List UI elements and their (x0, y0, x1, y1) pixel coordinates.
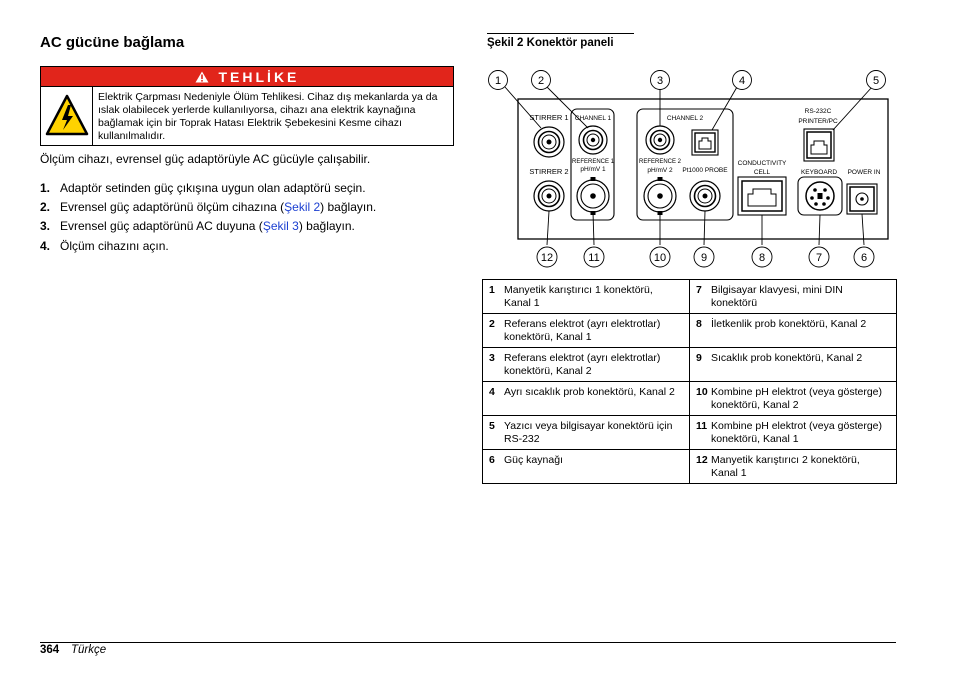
power-in-jack (847, 184, 877, 214)
conductivity-rj-jack (738, 177, 786, 215)
step-item: 4. Ölçüm cihazını açın. (40, 239, 169, 253)
callout-12 (537, 247, 557, 267)
figure-caption: Şekil 2 Konektör paneli (487, 37, 614, 49)
svg-text:5: 5 (872, 75, 880, 87)
svg-text:10: 10 (653, 252, 667, 264)
electric-shock-icon (41, 87, 93, 145)
warning-triangle-icon (195, 69, 219, 85)
table-row: 4 Ayrı sıcaklık prob konektörü, Kanal 2 10 Kombine pH elektrot (veya gösterge) konektörü, Kanal 2 (483, 382, 897, 416)
callout-3 (651, 71, 670, 90)
figure-3-link[interactable]: Şekil 3 (262, 219, 299, 233)
reference-2-jack (646, 126, 674, 154)
callout-4 (733, 71, 752, 90)
legend-table (482, 279, 897, 484)
table-row: 5 Yazıcı veya bilgisayar konektörü için RS-232 11 Kombine pH elektrot (veya gösterge) konektörü, Kanal 1 (483, 416, 897, 450)
callout-5 (867, 71, 886, 90)
footer-rule (40, 642, 896, 643)
step-item: 1. Adaptör setinden güç çıkışına uygun olan adaptörü seçin. (40, 181, 366, 195)
conductivity-label: CONDUCTIVITY (737, 160, 787, 167)
callout-10 (650, 247, 670, 267)
callout-11 (584, 247, 604, 267)
svg-text:12: 12 (540, 252, 554, 264)
warning-text: Elektrik Çarpması Nedeniyle Ölüm Tehlikesi. Cihaz dış mekanlarda ya da ıslak olabilecek yerlerde kullanılıyorsa, cihazı ana elektrik kaynağına bağlamak için bir Toprak Hatası Elektrik Şebekesini Kesme cihazı kullanılmalıdır. (98, 91, 438, 142)
page-title: AC gücüne bağlama (40, 34, 185, 51)
svg-text:3: 3 (656, 75, 664, 87)
svg-text:4: 4 (738, 75, 746, 87)
channel-2-label: CHANNEL 2 (666, 115, 704, 122)
stirrer-1-jack (534, 127, 564, 157)
warning-header (41, 67, 453, 87)
channel-1-label: CHANNEL 1 (574, 115, 612, 122)
phmv-2-label: pH/mV 2 (647, 167, 673, 174)
phmv-1-label: pH/mV 1 (580, 166, 606, 173)
stirrer-2-label: STIRRER 2 (529, 167, 569, 176)
figure-2-link[interactable]: Şekil 2 (284, 200, 321, 214)
step-item: 3. Evrensel güç adaptörünü AC duyuna (Şekil 3) bağlayın. (40, 219, 355, 233)
svg-text:8: 8 (758, 252, 766, 264)
keyboard-label: KEYBOARD (800, 169, 838, 176)
danger-warning-box (40, 66, 454, 146)
reference-2-label: REFERENCE 2 (638, 159, 682, 165)
conductivity-cell-label: CELL (753, 169, 771, 176)
callout-9 (694, 247, 714, 267)
svg-text:11: 11 (588, 252, 600, 264)
power-in-label: POWER IN (847, 169, 881, 176)
bnc-1-connector (577, 177, 609, 215)
warning-header-label: TEHLİKE (218, 69, 300, 85)
rs232-label: RS-232C (804, 108, 832, 115)
table-row: 6 Güç kaynağı 12 Manyetik karıştırıcı 2 konektörü, Kanal 1 (483, 450, 897, 484)
table-row: 2 Referans elektrot (ayrı elektrotlar) konektörü, Kanal 1 8 İletkenlik prob konektörü, Kanal 2 (483, 314, 897, 348)
reference-1-jack (579, 126, 607, 154)
svg-text:1: 1 (494, 75, 502, 87)
svg-text:7: 7 (815, 252, 823, 264)
callout-2 (532, 71, 551, 90)
intro-paragraph: Ölçüm cihazı, evrensel güç adaptörüyle AC gücüyle çalışabilir. (40, 152, 371, 166)
pt1000-jack (690, 181, 720, 211)
temp-probe-rj-jack (692, 130, 718, 155)
svg-text:2: 2 (537, 75, 545, 87)
callout-1 (489, 71, 508, 90)
stirrer-2-jack (534, 181, 564, 211)
warning-icon-cell (41, 87, 93, 145)
figure-caption-rule (487, 33, 634, 34)
pt1000-label: Pt1000 PROBE (682, 167, 728, 174)
rs232-rj-jack (804, 129, 834, 161)
callout-8 (752, 247, 772, 267)
page-number: 364 (40, 644, 60, 656)
step-item: 2. Evrensel güç adaptörünü ölçüm cihazına (Şekil 2) bağlayın. (40, 200, 377, 214)
connector-panel-diagram (480, 62, 896, 274)
svg-text:9: 9 (700, 252, 708, 264)
printer-pc-label: PRINTER/PC (798, 118, 838, 125)
page-language: Türkçe (71, 644, 107, 656)
table-row: 1 Manyetik karıştırıcı 1 konektörü, Kanal 1 7 Bilgisayar klavyesi, mini DIN konektörü (483, 280, 897, 314)
stirrer-1-label: STIRRER 1 (529, 113, 569, 122)
keyboard-mini-din-jack (798, 177, 842, 215)
bnc-2-connector (644, 177, 676, 215)
svg-text:6: 6 (860, 252, 868, 264)
callout-7 (809, 247, 829, 267)
reference-1-label: REFERENCE 1 (571, 159, 615, 165)
callout-6 (854, 247, 874, 267)
table-row: 3 Referans elektrot (ayrı elektrotlar) konektörü, Kanal 2 9 Sıcaklık prob konektörü, Kanal 2 (483, 348, 897, 382)
